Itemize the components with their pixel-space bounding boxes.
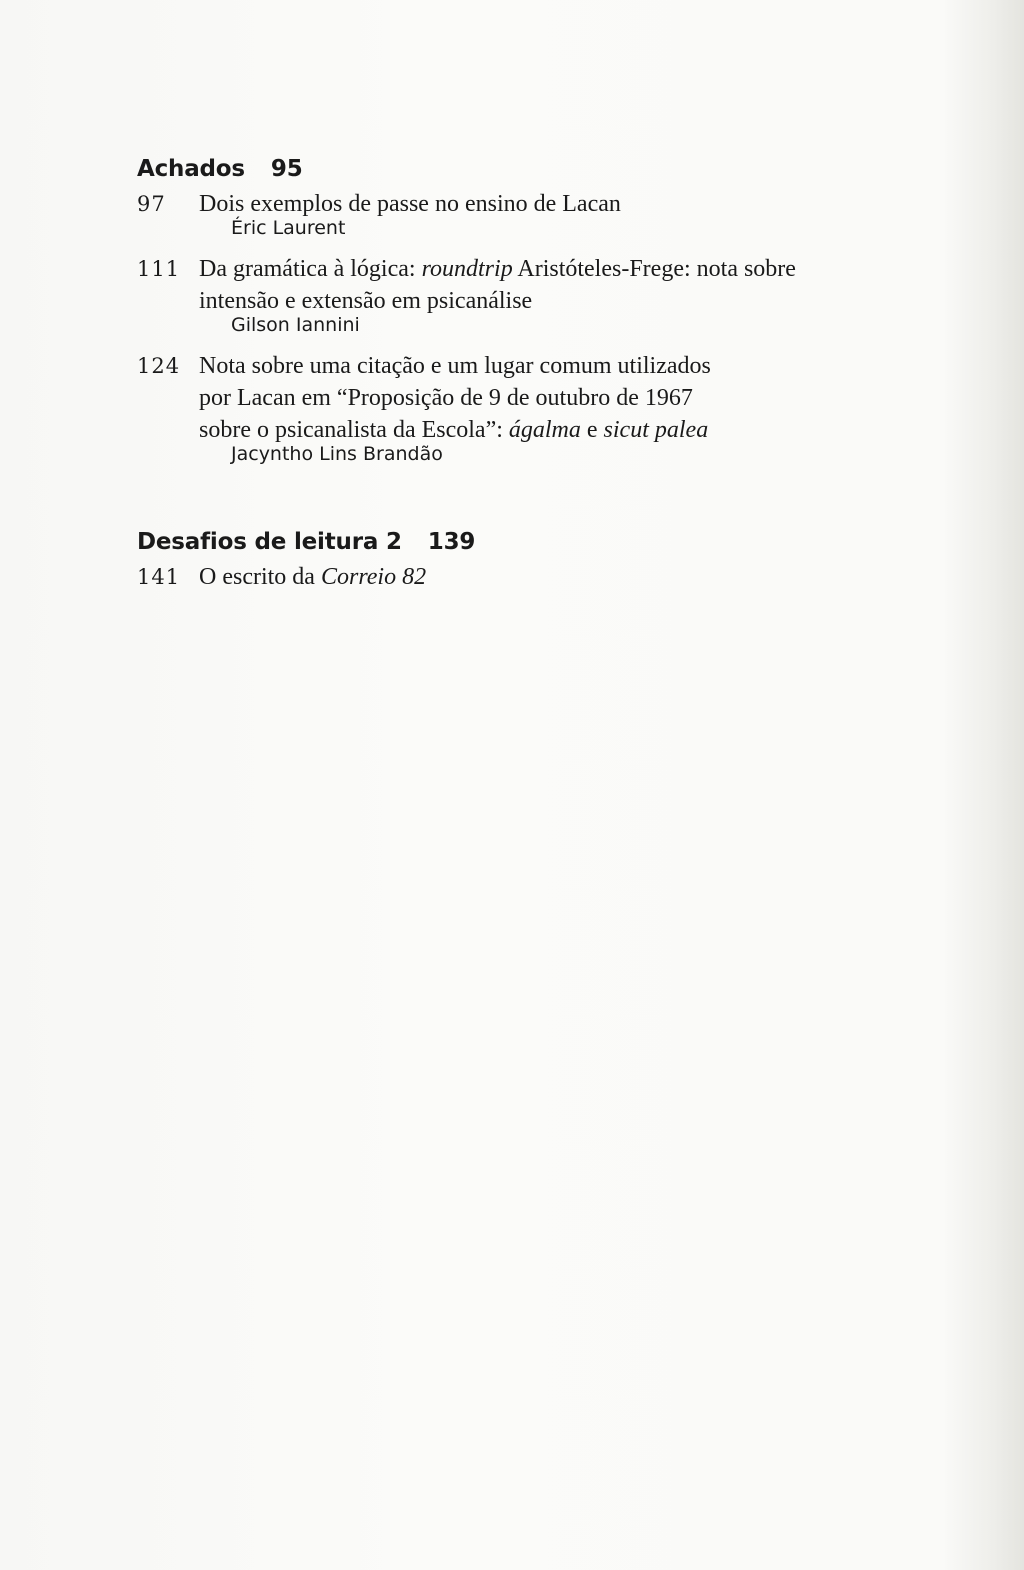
toc-entry[interactable]: [137, 561, 475, 593]
entry-title: [199, 561, 475, 593]
section-page-number: 95: [270, 156, 303, 182]
entry-author: Jacyntho Lins Brandão: [231, 443, 443, 465]
title-text-italic: ágalma: [508, 417, 581, 443]
toc-entry[interactable]: [137, 350, 796, 466]
section-heading: [137, 529, 475, 555]
title-text: por Lacan em “Proposição de 9 de outubro de 1967: [199, 385, 693, 411]
entry-title-line: [199, 350, 796, 382]
entry-author: Gilson Iannini: [231, 314, 360, 336]
title-text-italic: roundtrip: [421, 256, 513, 282]
title-text-italic: Correio 82: [320, 564, 427, 590]
entry-page-number: 141: [137, 565, 181, 589]
toc-entry[interactable]: [137, 253, 796, 337]
entry-page-number: 111: [137, 257, 181, 281]
entry-page-number: 97: [137, 192, 166, 216]
entry-page-number: 124: [137, 354, 181, 378]
title-text: intensão e extensão em psicanálise: [199, 288, 533, 314]
toc-section-desafios-de-leitura-2: [137, 529, 475, 593]
section-page-number: 139: [427, 529, 476, 555]
title-text: Dois exemplos de passe no ensino de Lacan: [199, 191, 621, 217]
title-text: O escrito da: [199, 564, 321, 590]
title-text-italic: sicut palea: [603, 417, 709, 443]
section-title: Desafios de leitura 2: [137, 529, 402, 555]
entry-title: [199, 253, 796, 317]
entry-title-line: [199, 253, 796, 285]
toc-entry[interactable]: [137, 188, 796, 240]
title-text: Aristóteles-Frege: nota sobre: [512, 256, 796, 282]
section-title: Achados: [137, 156, 245, 182]
title-text: Da gramática à lógica:: [199, 256, 422, 282]
section-heading: [137, 156, 796, 182]
title-text: Nota sobre uma citação e um lugar comum utilizados: [199, 353, 711, 379]
title-text: e: [580, 417, 604, 443]
entry-title-line: [199, 561, 475, 593]
toc-section-achados: [137, 156, 796, 466]
entry-title-line: [199, 382, 796, 414]
title-text: sobre o psicanalista da Escola”:: [199, 417, 509, 443]
entry-author: Éric Laurent: [231, 217, 346, 239]
entry-title: [199, 350, 796, 446]
